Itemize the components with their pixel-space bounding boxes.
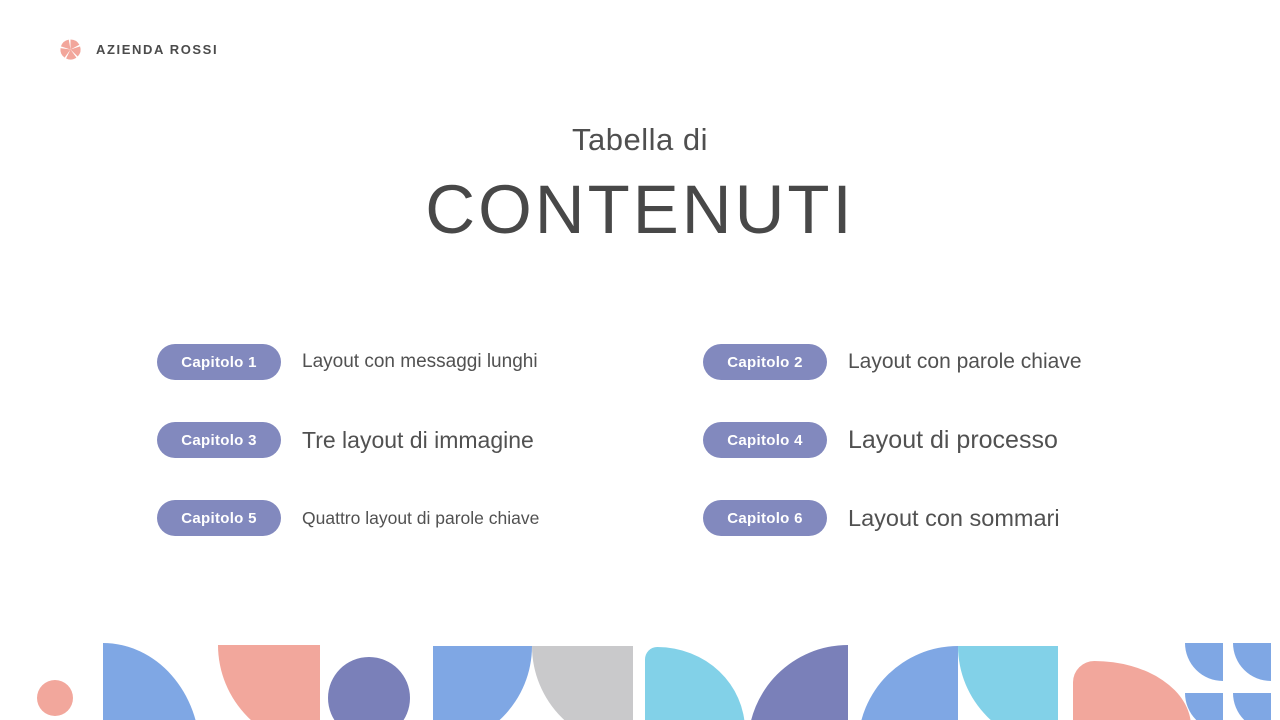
page-title: CONTENUTI (425, 171, 855, 248)
deco-circle-small (37, 680, 73, 716)
chapter-label: Quattro layout di parole chiave (302, 507, 540, 528)
toc-item-chapter-1[interactable] (157, 344, 703, 380)
deco-hill-shape (645, 647, 745, 720)
toc-item-chapter-4[interactable] (703, 422, 1082, 458)
title-kicker: Tabella di (572, 122, 708, 157)
chapter-label: Layout con sommari (848, 504, 1060, 531)
deco-hill-shape (1073, 661, 1191, 720)
chapter-label: Layout con parole chiave (848, 350, 1082, 373)
deco-petal-tile (1185, 693, 1223, 720)
title-block (0, 122, 1280, 249)
toc-grid (157, 344, 1082, 536)
deco-petal-tile (1233, 643, 1271, 681)
toc-item-chapter-6[interactable] (703, 500, 1082, 536)
deco-petal-tile (1185, 643, 1223, 681)
brand-name: AZIENDA ROSSI (96, 42, 219, 57)
chapter-badge[interactable]: Capitolo 3 (157, 422, 281, 458)
chapter-label: Layout con messaggi lunghi (302, 351, 538, 372)
chapter-badge[interactable]: Capitolo 2 (703, 344, 827, 380)
deco-quarter-circle (532, 646, 633, 720)
toc-item-chapter-3[interactable] (157, 422, 703, 458)
deco-quarter-circle (858, 646, 958, 720)
chapter-badge[interactable]: Capitolo 4 (703, 422, 827, 458)
chapter-label: Layout di processo (848, 425, 1058, 454)
deco-petal-tile (1233, 693, 1271, 720)
deco-quarter-circle (218, 645, 320, 720)
toc-item-chapter-5[interactable] (157, 500, 703, 536)
deco-quarter-circle (748, 645, 848, 720)
chapter-label: Tre layout di immagine (302, 426, 534, 453)
deco-quarter-circle (433, 646, 532, 720)
toc-item-chapter-2[interactable] (703, 344, 1082, 380)
brand (59, 38, 218, 61)
deco-circle (328, 657, 410, 720)
deco-quarter-circle (103, 643, 200, 720)
chapter-badge[interactable]: Capitolo 1 (157, 344, 281, 380)
chapter-badge[interactable]: Capitolo 6 (703, 500, 827, 536)
deco-quarter-circle (958, 646, 1058, 720)
chapter-badge[interactable]: Capitolo 5 (157, 500, 281, 536)
aperture-icon (59, 38, 82, 61)
